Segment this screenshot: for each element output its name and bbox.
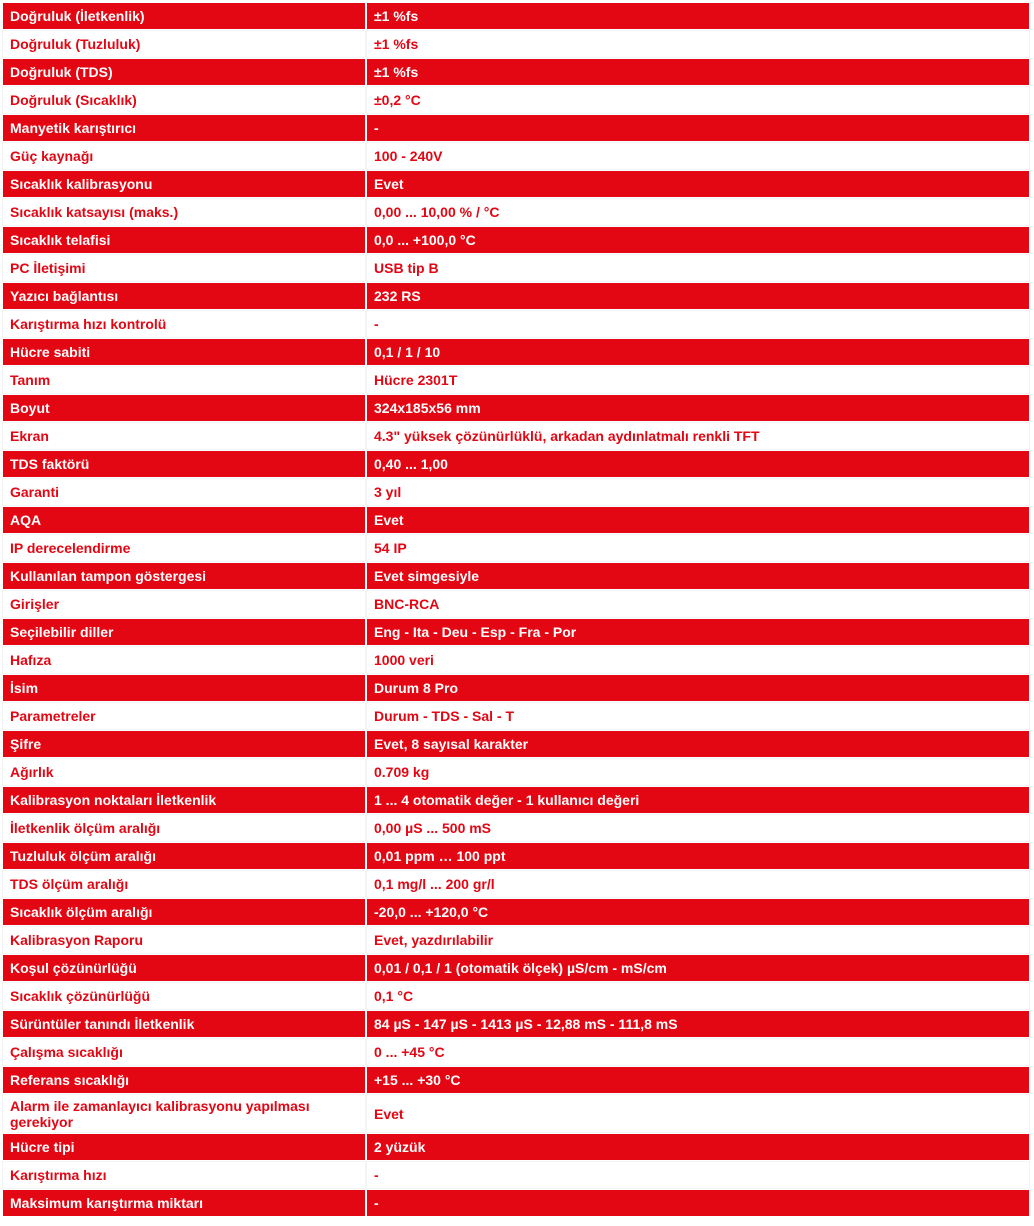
spec-row — [3, 535, 1029, 561]
spec-label: Doğruluk (Sıcaklık) — [3, 87, 365, 113]
spec-label: Girişler — [3, 591, 365, 617]
spec-label: Kullanılan tampon göstergesi — [3, 563, 365, 589]
spec-value: 1000 veri — [367, 647, 1029, 673]
spec-row — [3, 899, 1029, 925]
spec-label: Sıcaklık katsayısı (maks.) — [3, 199, 365, 225]
spec-value: 0,1 °C — [367, 983, 1029, 1009]
spec-value: Evet — [367, 1095, 1029, 1132]
spec-label: Çalışma sıcaklığı — [3, 1039, 365, 1065]
spec-row — [3, 199, 1029, 225]
spec-row — [3, 1162, 1029, 1188]
spec-label: Karıştırma hızı — [3, 1162, 365, 1188]
spec-row — [3, 3, 1029, 29]
spec-row — [3, 367, 1029, 393]
spec-value: +15 ... +30 °C — [367, 1067, 1029, 1093]
spec-row — [3, 451, 1029, 477]
spec-row — [3, 787, 1029, 813]
spec-label: Parametreler — [3, 703, 365, 729]
spec-row — [3, 731, 1029, 757]
spec-row — [3, 255, 1029, 281]
spec-label: Boyut — [3, 395, 365, 421]
spec-label: İletkenlik ölçüm aralığı — [3, 815, 365, 841]
spec-row — [3, 1067, 1029, 1093]
spec-value: 0,40 ... 1,00 — [367, 451, 1029, 477]
spec-row — [3, 115, 1029, 141]
specifications-table — [1, 1, 1031, 1218]
spec-label: Seçilebilir diller — [3, 619, 365, 645]
spec-value: BNC-RCA — [367, 591, 1029, 617]
spec-label: TDS faktörü — [3, 451, 365, 477]
spec-value: Eng - Ita - Deu - Esp - Fra - Por — [367, 619, 1029, 645]
spec-value: ±1 %fs — [367, 3, 1029, 29]
spec-label: Garanti — [3, 479, 365, 505]
specifications-body — [3, 3, 1029, 1216]
spec-value: 3 yıl — [367, 479, 1029, 505]
spec-row — [3, 507, 1029, 533]
spec-row — [3, 1095, 1029, 1132]
spec-label: Hafıza — [3, 647, 365, 673]
spec-row — [3, 955, 1029, 981]
spec-row — [3, 675, 1029, 701]
spec-value: ±0,2 °C — [367, 87, 1029, 113]
spec-row — [3, 983, 1029, 1009]
spec-label: Referans sıcaklığı — [3, 1067, 365, 1093]
spec-label: PC İletişimi — [3, 255, 365, 281]
spec-label: Ağırlık — [3, 759, 365, 785]
spec-value: - — [367, 115, 1029, 141]
spec-value: Hücre 2301T — [367, 367, 1029, 393]
spec-label: Hücre tipi — [3, 1134, 365, 1160]
spec-value: 84 µS - 147 µS - 1413 µS - 12,88 mS - 111,8 mS — [367, 1011, 1029, 1037]
spec-row — [3, 619, 1029, 645]
spec-row — [3, 759, 1029, 785]
spec-row — [3, 1011, 1029, 1037]
spec-value: 2 yüzük — [367, 1134, 1029, 1160]
spec-label: Kalibrasyon Raporu — [3, 927, 365, 953]
spec-row — [3, 31, 1029, 57]
spec-value: Evet, 8 sayısal karakter — [367, 731, 1029, 757]
spec-label: İsim — [3, 675, 365, 701]
spec-row — [3, 143, 1029, 169]
spec-row — [3, 871, 1029, 897]
spec-value: ±1 %fs — [367, 59, 1029, 85]
spec-row — [3, 927, 1029, 953]
spec-label: IP derecelendirme — [3, 535, 365, 561]
spec-value: 0,01 ppm … 100 ppt — [367, 843, 1029, 869]
spec-label: Manyetik karıştırıcı — [3, 115, 365, 141]
spec-value: 0.709 kg — [367, 759, 1029, 785]
spec-value: - — [367, 311, 1029, 337]
spec-value: ±1 %fs — [367, 31, 1029, 57]
spec-label: Yazıcı bağlantısı — [3, 283, 365, 309]
spec-value: 0,00 ... 10,00 % / °C — [367, 199, 1029, 225]
spec-value: Evet — [367, 507, 1029, 533]
spec-value: 1 ... 4 otomatik değer - 1 kullanıcı değeri — [367, 787, 1029, 813]
spec-value: 4.3" yüksek çözünürlüklü, arkadan aydınlatmalı renkli TFT — [367, 423, 1029, 449]
spec-row — [3, 227, 1029, 253]
spec-row — [3, 59, 1029, 85]
spec-row — [3, 647, 1029, 673]
spec-value: 0,01 / 0,1 / 1 (otomatik ölçek) µS/cm - mS/cm — [367, 955, 1029, 981]
spec-value: 0,00 µS ... 500 mS — [367, 815, 1029, 841]
spec-row — [3, 283, 1029, 309]
spec-row — [3, 563, 1029, 589]
spec-label: Sıcaklık telafisi — [3, 227, 365, 253]
spec-value: - — [367, 1190, 1029, 1216]
spec-label: Kalibrasyon noktaları İletkenlik — [3, 787, 365, 813]
spec-value: 0,0 ... +100,0 °C — [367, 227, 1029, 253]
spec-row — [3, 87, 1029, 113]
spec-value: Evet — [367, 171, 1029, 197]
spec-label: Ekran — [3, 423, 365, 449]
spec-label: Karıştırma hızı kontrolü — [3, 311, 365, 337]
spec-row — [3, 339, 1029, 365]
spec-row — [3, 171, 1029, 197]
spec-value: USB tip B — [367, 255, 1029, 281]
spec-value: 324x185x56 mm — [367, 395, 1029, 421]
spec-label: Sıcaklık ölçüm aralığı — [3, 899, 365, 925]
spec-label: Doğruluk (TDS) — [3, 59, 365, 85]
spec-value: Durum 8 Pro — [367, 675, 1029, 701]
spec-label: AQA — [3, 507, 365, 533]
spec-label: Sıcaklık kalibrasyonu — [3, 171, 365, 197]
spec-row — [3, 703, 1029, 729]
spec-row — [3, 1134, 1029, 1160]
spec-value: 100 - 240V — [367, 143, 1029, 169]
spec-value: 0 ... +45 °C — [367, 1039, 1029, 1065]
spec-label: Doğruluk (Tuzluluk) — [3, 31, 365, 57]
spec-label: Tanım — [3, 367, 365, 393]
spec-row — [3, 1190, 1029, 1216]
spec-row — [3, 815, 1029, 841]
spec-value: Durum - TDS - Sal - T — [367, 703, 1029, 729]
spec-label: Koşul çözünürlüğü — [3, 955, 365, 981]
spec-row — [3, 591, 1029, 617]
spec-value: 232 RS — [367, 283, 1029, 309]
spec-row — [3, 395, 1029, 421]
spec-value: 54 IP — [367, 535, 1029, 561]
spec-value: -20,0 ... +120,0 °C — [367, 899, 1029, 925]
spec-value: - — [367, 1162, 1029, 1188]
spec-label: Maksimum karıştırma miktarı — [3, 1190, 365, 1216]
spec-value: Evet, yazdırılabilir — [367, 927, 1029, 953]
spec-label: Güç kaynağı — [3, 143, 365, 169]
spec-label: Tuzluluk ölçüm aralığı — [3, 843, 365, 869]
spec-value: 0,1 / 1 / 10 — [367, 339, 1029, 365]
spec-label: Sıcaklık çözünürlüğü — [3, 983, 365, 1009]
spec-label: TDS ölçüm aralığı — [3, 871, 365, 897]
spec-row — [3, 479, 1029, 505]
spec-value: Evet simgesiyle — [367, 563, 1029, 589]
spec-row — [3, 311, 1029, 337]
spec-label: Hücre sabiti — [3, 339, 365, 365]
spec-row — [3, 843, 1029, 869]
spec-row — [3, 1039, 1029, 1065]
spec-label: Sürüntüler tanındı İletkenlik — [3, 1011, 365, 1037]
spec-row — [3, 423, 1029, 449]
spec-label: Şifre — [3, 731, 365, 757]
spec-label: Alarm ile zamanlayıcı kalibrasyonu yapılması gerekiyor — [3, 1095, 365, 1132]
spec-value: 0,1 mg/l ... 200 gr/l — [367, 871, 1029, 897]
spec-label: Doğruluk (İletkenlik) — [3, 3, 365, 29]
